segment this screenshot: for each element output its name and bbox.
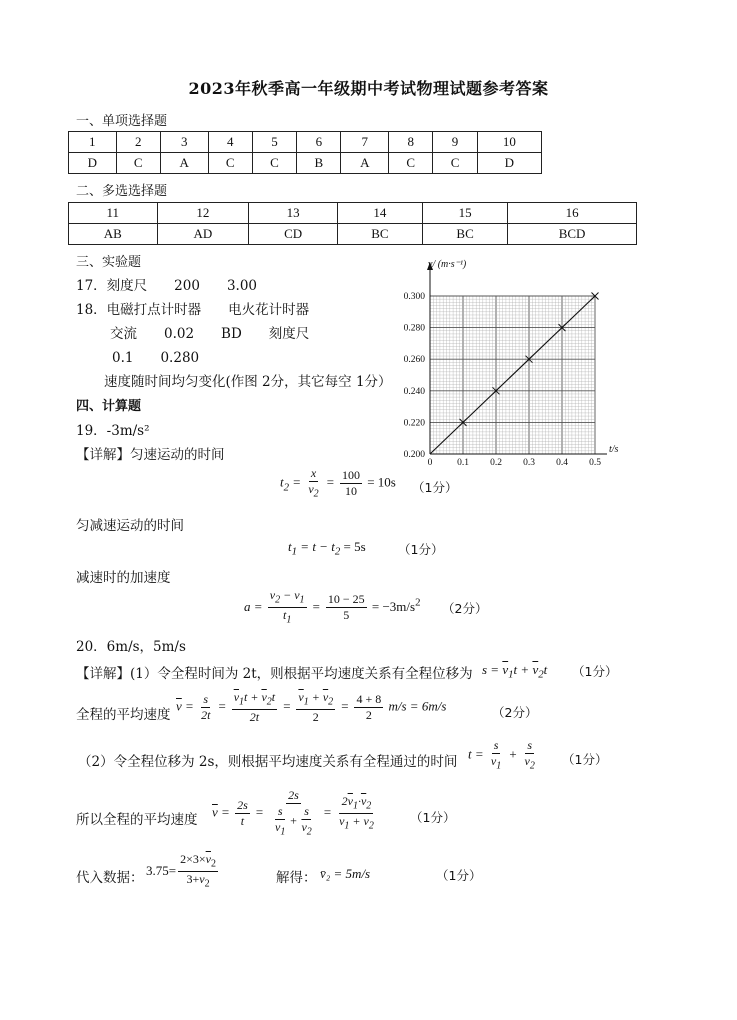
answer-cell: C	[389, 153, 433, 174]
question-number-cell: 13	[249, 203, 338, 224]
q18-answer-b: 交流 0.02 BD 刻度尺	[110, 326, 310, 342]
answer-cell: CD	[249, 224, 338, 245]
single-choice-table	[68, 131, 542, 174]
q20-score-2: （2分）	[492, 705, 538, 720]
x-tick-label: 0	[427, 458, 433, 468]
q20-eq-2-result: = 6m/s	[409, 698, 447, 714]
multi-choice-table	[68, 202, 637, 245]
q20-score-4: （1分）	[410, 810, 456, 825]
answer-cell: D	[477, 153, 541, 174]
answer-cell: AD	[157, 224, 249, 245]
question-number-cell: 3	[160, 132, 208, 153]
section-experiment: 三、实验题	[76, 255, 142, 270]
q19-eq-t1: $t_1 = t - t_2 = 5s$	[288, 539, 366, 558]
q20-para-5: 代入数据：	[76, 870, 144, 886]
question-number-cell: 2	[116, 132, 160, 153]
q20-answer: 20．6m/s，5m/s	[76, 639, 186, 655]
q20-eq-3: t = $\frac{s}{v_1}$ + $\frac{s}{v_2}$	[468, 738, 535, 772]
q18-answer-a: 18．电磁打点计时器 电火花计时器	[76, 302, 310, 318]
q19-score-3: （2分）	[442, 601, 488, 616]
x-tick-label: 0.1	[457, 458, 469, 468]
question-number-cell: 9	[433, 132, 477, 153]
x-tick-label: 0.4	[556, 458, 568, 468]
q19-line-2: 匀减速运动的时间	[76, 518, 184, 534]
y-tick-label: 0.200	[403, 450, 425, 460]
q19-answer: 19．-3m/s²	[76, 423, 150, 439]
q19-score-1: （1分）	[412, 480, 458, 495]
q19-line-3: 减速时的加速度	[76, 570, 171, 586]
answer-cell: BCD	[508, 224, 637, 245]
q19-detail: 【详解】匀速运动的时间	[76, 447, 225, 463]
section-single-choice: 一、单项选择题	[76, 114, 168, 129]
q19-eq-t2: $t_2$ = $\frac{x}{v_2}$ = $\frac{100}{10}$ = 10s	[280, 466, 396, 500]
question-number-cell: 4	[208, 132, 252, 153]
answer-cell: B	[297, 153, 341, 174]
question-number-cell: 7	[341, 132, 389, 153]
q20-para-1: 【详解】(1）令全程时间为 2t，则根据平均速度关系有全程位移为	[76, 666, 473, 682]
y-axis-label: v/ (m·s⁻¹)	[428, 259, 467, 270]
q20-eq-1: $s = \overline{v}_1t + \overline{v}_2t$	[482, 662, 548, 681]
q20-para-3: （2）令全程位移为 2s，则根据平均速度关系有全程通过的时间	[78, 754, 458, 770]
x-tick-label: 0.3	[523, 458, 535, 468]
q20-score-5: （1分）	[436, 868, 482, 883]
section-multi-choice: 二、多选选择题	[76, 184, 168, 199]
q20-solve-result: v̄₂ = 5m/s	[320, 866, 371, 881]
question-number-cell: 16	[508, 203, 637, 224]
question-number-cell: 15	[423, 203, 508, 224]
section-calc: 四、计算题	[76, 399, 142, 414]
x-tick-label: 0.2	[490, 458, 502, 468]
q18-answer-d: 速度随时间均匀变化(作图 2分，其它每空 1分）	[104, 374, 392, 390]
x-tick-label: 0.5	[589, 458, 601, 468]
x-axis-label: t/s	[609, 444, 619, 455]
question-number-cell: 14	[337, 203, 422, 224]
q20-para-2: 全程的平均速度	[76, 707, 171, 723]
question-number-cell: 5	[252, 132, 296, 153]
q20-eq-4: $\overline{v}$ = $\frac{2s}{t}$ = 2s $\frac{s}{\overline{v}_1}$ + $\frac{s}{\overline{v}_2}$ = $\frac{2\overline{v}_1\cdot\overline{v}_2}{\overline{v}_1 + \overline{v}_2}$	[212, 788, 374, 838]
answer-cell: D	[69, 153, 117, 174]
q20-eq-5: 3.75= $\frac{2\times 3\times\overline{v}_2}{3+\overline{v}_2}$	[146, 852, 216, 890]
answer-cell: C	[433, 153, 477, 174]
q19-score-2: （1分）	[398, 542, 444, 557]
q20-solve-label: 解得：	[276, 870, 317, 886]
answer-cell: C	[252, 153, 296, 174]
answer-cell: BC	[423, 224, 508, 245]
y-tick-label: 0.260	[403, 355, 425, 366]
y-tick-label: 0.240	[403, 386, 425, 397]
q17-answer: 17．刻度尺 200 3.00	[76, 278, 258, 294]
vt-chart	[395, 252, 635, 474]
question-number-cell: 8	[389, 132, 433, 153]
question-number-cell: 11	[69, 203, 158, 224]
question-number-cell: 10	[477, 132, 541, 153]
question-number-cell: 1	[69, 132, 117, 153]
q19-eq-a: a = $\frac{v_2 - v_1}{t_1}$ = $\frac{10 - 25}{5}$ = $-3m/s^2$	[244, 588, 421, 626]
question-number-cell: 12	[157, 203, 249, 224]
page-title: 2023年秋季高一年级期中考试物理试题参考答案	[188, 79, 549, 98]
q20-para-4: 所以全程的平均速度	[76, 812, 198, 828]
q18-answer-c: 0.1 0.280	[112, 350, 200, 366]
answer-cell: BC	[337, 224, 422, 245]
y-tick-label: 0.220	[403, 418, 425, 429]
answer-cell: C	[116, 153, 160, 174]
answer-cell: AB	[69, 224, 158, 245]
question-number-cell: 6	[297, 132, 341, 153]
q20-score-3: （1分）	[562, 752, 608, 767]
q20-eq-2: $\overline{v}$ = $\frac{s}{2t}$ = $\frac{\overline{v}_1t + \overline{v}_2t}{2t}$ = $\frac{\overline{v}_1 + \overline{v}_2}{2}$ = $\frac{4 + 8}{2}$ m/s = 6m/s	[176, 690, 447, 725]
y-tick-label: 0.300	[403, 292, 425, 302]
answer-cell: A	[341, 153, 389, 174]
y-tick-label: 0.280	[403, 323, 425, 334]
answer-cell: C	[208, 153, 252, 174]
answer-cell: A	[160, 153, 208, 174]
q20-score-1: （1分）	[572, 664, 618, 679]
